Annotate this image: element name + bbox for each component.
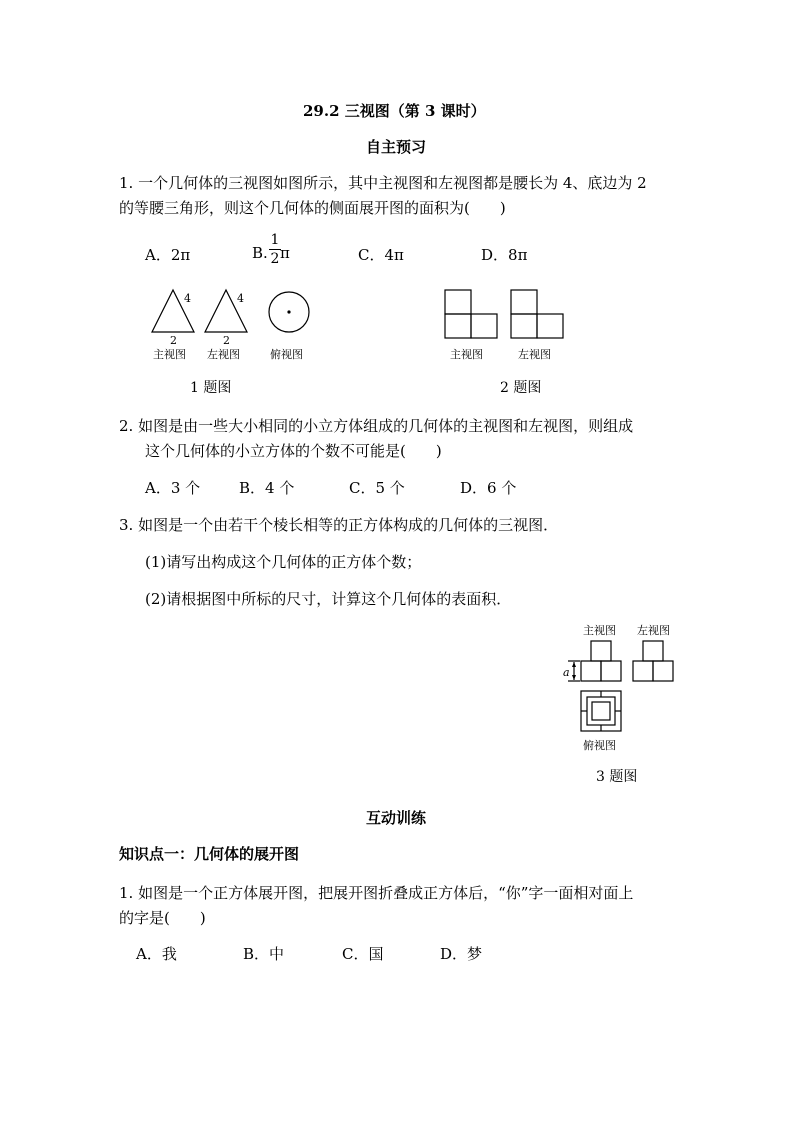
- fig3-left-cube-bottom-2: [653, 661, 673, 681]
- fig1-main-side-label: 4: [184, 292, 191, 305]
- dim-arrow-down: [572, 675, 576, 680]
- q3-text-line1: 3. 如图是一个由若干个棱长相等的正方体构成的几何体的三视图．: [119, 516, 559, 534]
- fig3-left-cube-bottom-1: [633, 661, 653, 681]
- fig1-left-side-label: 4: [237, 292, 244, 305]
- fig1-top-view-label: 俯视图: [270, 348, 303, 361]
- fig2-caption: 2 题图: [500, 380, 542, 396]
- k1-option-b: B．中: [243, 945, 285, 963]
- fig1-caption: 1 题图: [190, 380, 232, 396]
- main-view-cube-bottom-right: [471, 314, 497, 338]
- fig1-left-base-label: 2: [223, 334, 230, 347]
- main-view-cube-bottom-left: [445, 314, 471, 338]
- fig3-dimension-label: a: [563, 666, 570, 679]
- q1-option-b-prefix: B.: [252, 244, 268, 262]
- figure-3: [560, 640, 680, 740]
- k1-option-c: C．国: [342, 945, 384, 963]
- k1-option-d: D．梦: [440, 945, 483, 963]
- dim-arrow-up: [572, 662, 576, 667]
- fig3-top-view-label: 俯视图: [583, 739, 616, 752]
- fraction-denominator: 2: [270, 251, 280, 267]
- fig1-main-base-label: 2: [170, 334, 177, 347]
- left-view-cube-bottom-right: [537, 314, 563, 338]
- figure-2-drawing: [444, 289, 566, 341]
- q1-option-b: [252, 244, 268, 262]
- k1-option-a: A．我: [136, 945, 177, 963]
- q2-text-line2: 这个几何体的小立方体的个数不可能是( ): [145, 442, 442, 460]
- fig3-main-cube-bottom-1: [581, 661, 601, 681]
- fig3-main-cube-bottom-2: [601, 661, 621, 681]
- section-heading-practice: 互动训练: [366, 809, 427, 827]
- k1-q-text-line2: 的字是( ): [119, 909, 206, 927]
- q2-option-b: B．4 个: [239, 479, 295, 497]
- left-view-cube-bottom-left: [511, 314, 537, 338]
- q2-option-d: D．6 个: [460, 479, 517, 497]
- knowledge-point-heading: 知识点一：几何体的展开图: [119, 845, 300, 863]
- fig3-caption: 3 题图: [596, 769, 638, 785]
- figure-2: [444, 289, 566, 341]
- fig3-top-middle-square: [587, 697, 615, 725]
- q3-sub2: (2)请根据图中所标的尺寸，计算这个几何体的表面积．: [145, 590, 512, 608]
- q2-option-c: C．5 个: [349, 479, 405, 497]
- top-view-center-dot: [287, 310, 290, 313]
- fig3-top-inner-square: [592, 702, 610, 720]
- q1-option-c: C．4π: [358, 246, 404, 264]
- q1-option-b-suffix: π: [280, 244, 290, 262]
- q2-option-a: A．3 个: [145, 479, 201, 497]
- fig2-main-view-label: 主视图: [450, 348, 483, 361]
- fig1-left-view-label: 左视图: [207, 348, 240, 361]
- left-view-cube-top: [511, 290, 537, 314]
- k1-q-text-line1: 1. 如图是一个正方体展开图，把展开图折叠成正方体后，“你”字一面相对面上: [119, 884, 634, 902]
- fig3-left-cube-top: [643, 641, 663, 661]
- q1-text-line1: 1. 一个几何体的三视图如图所示，其中主视图和左视图都是腰长为 4、底边为 2: [119, 174, 647, 192]
- fig3-left-view-label: 左视图: [637, 624, 670, 637]
- fig2-left-view-label: 左视图: [518, 348, 551, 361]
- figure-3-drawing: [560, 640, 680, 740]
- q2-text-line1: 2. 如图是由一些大小相同的小立方体组成的几何体的主视图和左视图，则组成: [119, 417, 634, 435]
- q1-text-line2: 的等腰三角形，则这个几何体的侧面展开图的面积为( ): [119, 199, 506, 217]
- q1-option-d: D．8π: [481, 246, 528, 264]
- fig3-main-view-label: 主视图: [583, 624, 616, 637]
- fig3-main-cube-top: [591, 641, 611, 661]
- section-heading-preview: 自主预习: [366, 138, 427, 156]
- q1-option-a: A．2π: [145, 246, 191, 264]
- main-view-cube-top: [445, 290, 471, 314]
- page-title: 29.2 三视图（第 3 课时）: [303, 102, 486, 120]
- q3-sub1: (1)请写出构成这个几何体的正方体个数；: [145, 553, 422, 571]
- fraction-numerator: 1: [270, 232, 280, 248]
- fig1-main-view-label: 主视图: [153, 348, 186, 361]
